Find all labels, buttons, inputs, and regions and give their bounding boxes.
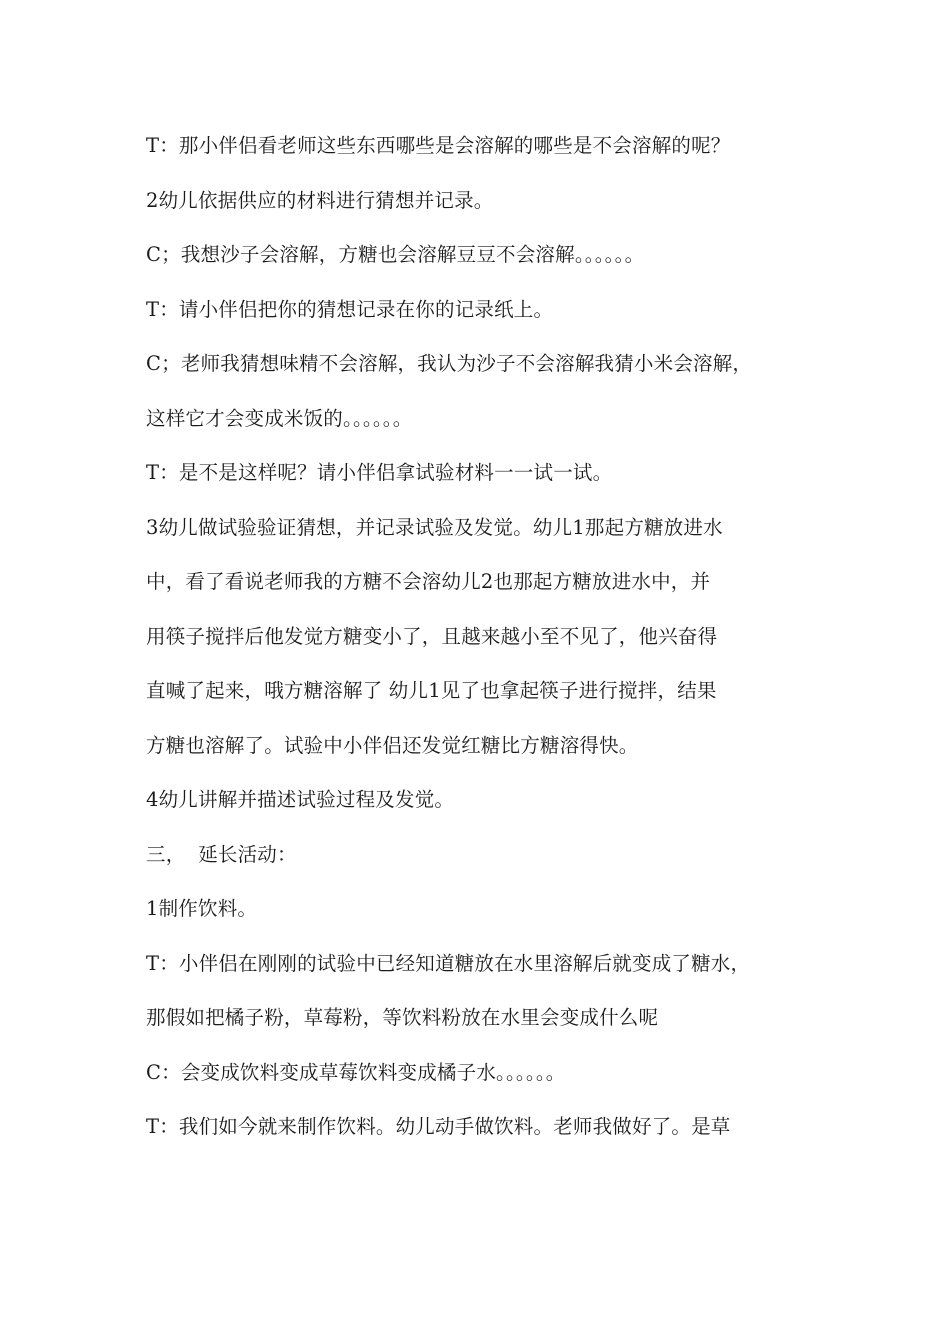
text-line: 4幼儿讲解并描述试验过程及发觉。 <box>146 788 455 811</box>
text-line: 中，看了看说老师我的方糖不会溶幼儿2也那起方糖放进水中，并 <box>146 570 711 593</box>
text-line: 用筷子搅拌后他发觉方糖变小了，且越来越小至不见了，他兴奋得 <box>146 624 718 648</box>
document-body <box>146 131 836 1167</box>
text-line: C；我想沙子会溶解，方糖也会溶解豆豆不会溶解。。。。。。 <box>146 243 645 266</box>
text-line: T：那小伴侣看老师这些东西哪些是会溶解的哪些是不会溶解的呢？ <box>146 134 731 157</box>
text-line: C：会变成饮料变成草莓饮料变成橘子水。。。。。。 <box>146 1060 566 1084</box>
text-line: C；老师我猜想味精不会溶解，我认为沙子不会溶解我猜小米会溶解， <box>146 352 753 375</box>
text-line: 方糖也溶解了。试验中小伴侣还发觉红糖比方糖溶得快。 <box>146 733 639 757</box>
text-line: 3幼儿做试验验证猜想，并记录试验及发觉。幼儿1那起方糖放进水 <box>146 515 723 539</box>
text-line: T：我们如今就来制作饮料。幼儿动手做饮料。老师我做好了。是草 <box>146 1115 731 1138</box>
text-line: 直喊了起来，哦方糖溶解了 幼儿1见了也拿起筷子进行搅拌，结果 <box>146 679 717 702</box>
text-line: 这样它才会变成米饭的。。。。。。 <box>146 406 413 430</box>
text-line: 1制作饮料。 <box>146 897 258 920</box>
text-line: T：请小伴侣把你的猜想记录在你的记录纸上。 <box>146 297 554 321</box>
text-line: 那假如把橘子粉，草莓粉，等饮料粉放在水里会变成什么呢 <box>146 1006 659 1029</box>
section-heading: 三， 延长活动： <box>146 842 297 866</box>
text-line: T：是不是这样呢？请小伴侣拿试验材料一一试一试。 <box>146 461 613 484</box>
text-line: T：小伴侣在刚刚的试验中已经知道糖放在水里溶解后就变成了糖水， <box>146 951 751 975</box>
text-line: 2幼儿依据供应的材料进行猜想并记录。 <box>146 188 494 212</box>
